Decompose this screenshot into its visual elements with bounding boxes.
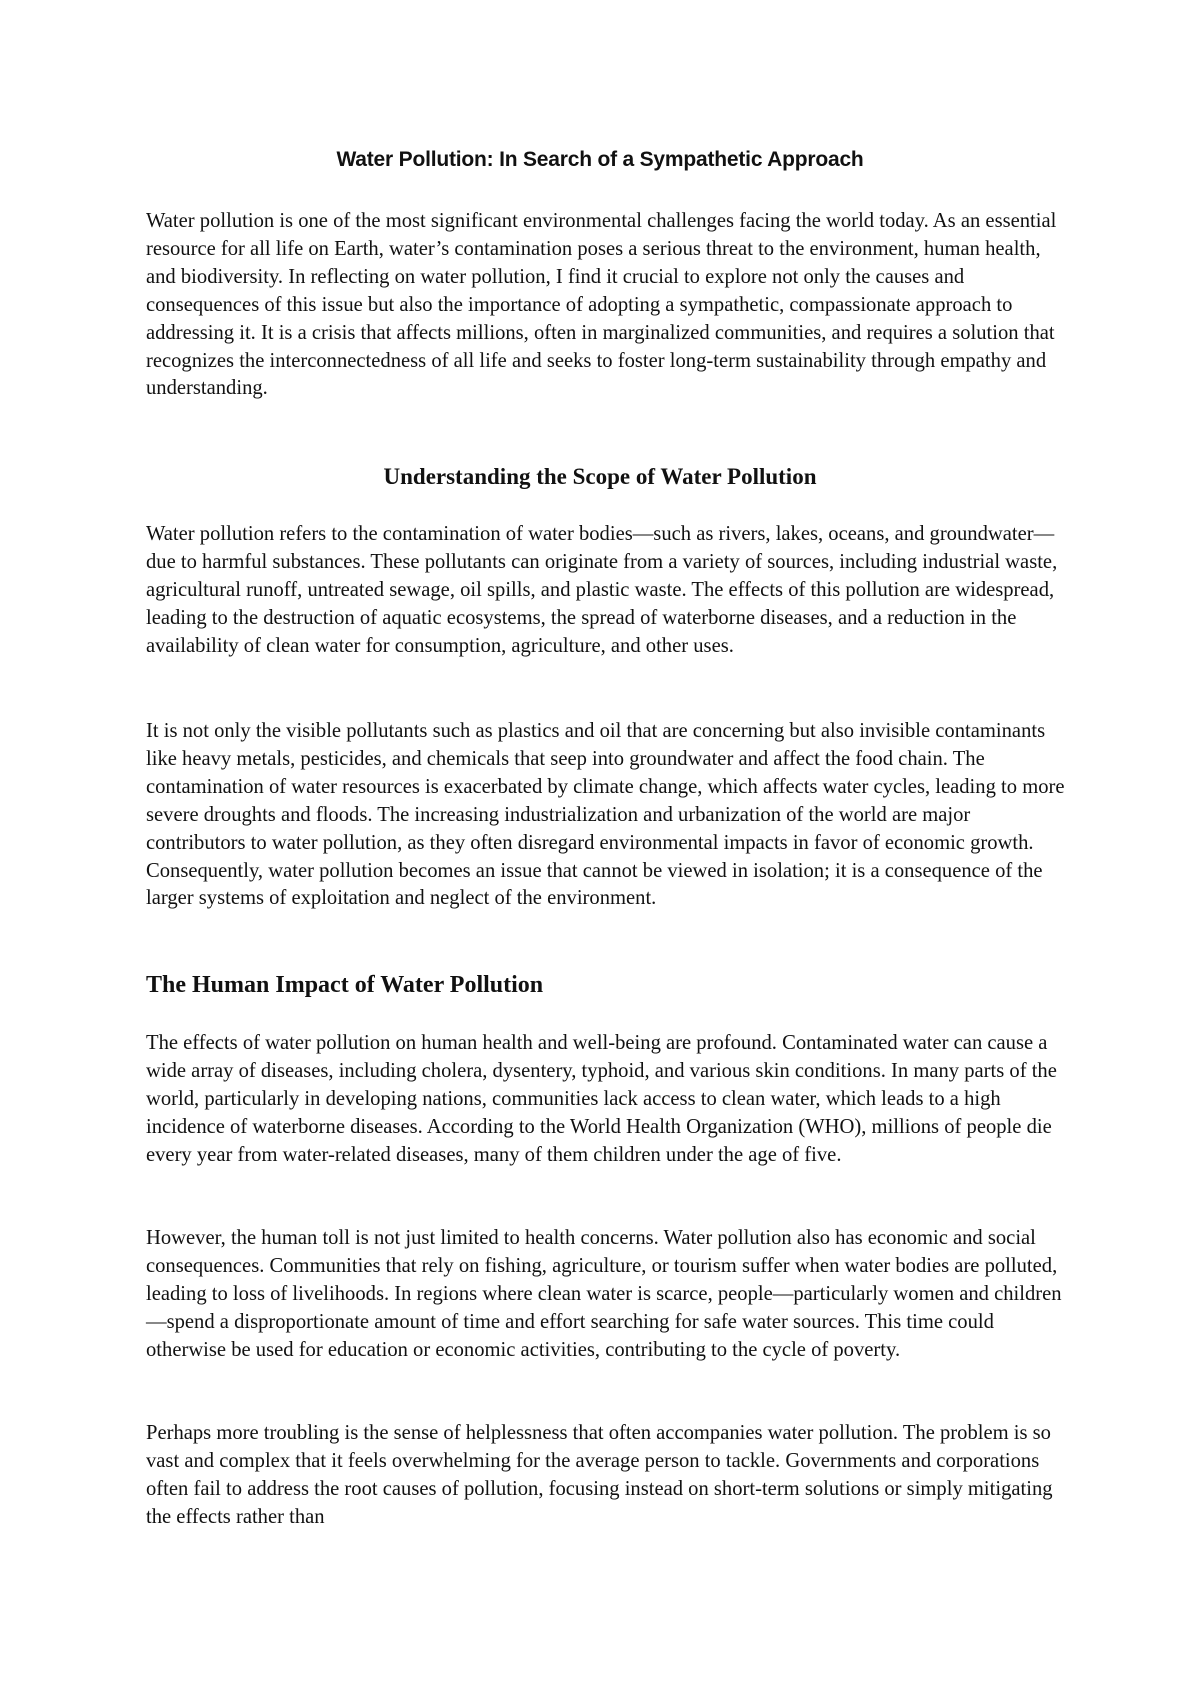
human-impact-paragraph-1: The effects of water pollution on human health and well-being are profound. Contaminated water can cause a wide array of diseases, including cholera, dysentery, typhoid, and various skin conditions. In many parts of the world, particularly in developing nations, communities lack access to clean water, which leads to a high incidence of waterborne diseases. According to the World Health Organization (WHO), millions of people die every year from water-related diseases, many of them children under the age of five. xyxy=(146,1032,1057,1166)
scope-paragraph-2: It is not only the visible pollutants such as plastics and oil that are concerning but also invisible contaminants like heavy metals, pesticides, and chemicals that seep into groundwater and affect the food chain. The contamination of water resources is exacerbated by climate change, which affects water cycles, leading to more severe droughts and floods. The increasing industrialization and urbanization of the world are major contributors to water pollution, as they often disregard environmental impacts in favor of economic growth. Consequently, water pollution becomes an issue that cannot be viewed in isolation; it is a consequence of the larger systems of exploitation and neglect of the environment. xyxy=(146,720,1065,910)
human-impact-paragraph-3: Perhaps more troubling is the sense of helplessness that often accompanies water pollution. The problem is so vast and complex that it feels overwhelming for the average person to tackle. Governments and corporations often fail to address the root causes of pollution, focusing instead on short-term solutions or simply mitigating the effects rather than xyxy=(146,1422,1053,1528)
section-heading-human-impact: The Human Impact of Water Pollution xyxy=(146,972,544,998)
scope-paragraph-1: Water pollution refers to the contamination of water bodies—such as rivers, lakes, oceans, and groundwater—due to harmful substances. These pollutants can originate from a variety of sources, including industrial waste, agricultural runoff, untreated sewage, oil spills, and plastic waste. The effects of this pollution are widespread, leading to the destruction of aquatic ecosystems, the spread of waterborne diseases, and a reduction in the availability of clean water for consumption, agriculture, and other uses. xyxy=(146,523,1058,657)
document-title: Water Pollution: In Search of a Sympathetic Approach xyxy=(336,148,864,171)
section-heading-scope: Understanding the Scope of Water Pollution xyxy=(383,464,817,489)
human-impact-paragraph-2: However, the human toll is not just limited to health concerns. Water pollution also has economic and social consequences. Communities that rely on fishing, agriculture, or tourism suffer when water bodies are polluted, leading to loss of livelihoods. In regions where clean water is scarce, people—particularly women and children—spend a disproportionate amount of time and effort searching for safe water sources. This time could otherwise be used for education or economic activities, contributing to the cycle of poverty. xyxy=(146,1227,1062,1361)
intro-paragraph: Water pollution is one of the most significant environmental challenges facing the world today. As an essential resource for all life on Earth, water’s contamination poses a serious threat to the environment, human health, and biodiversity. In reflecting on water pollution, I find it crucial to explore not only the causes and consequences of this issue but also the importance of adopting a sympathetic, compassionate approach to addressing it. It is a crisis that affects millions, often in marginalized communities, and requires a solution that recognizes the interconnectedness of all life and seeks to foster long-term sustainability through empathy and understanding. xyxy=(146,210,1057,400)
